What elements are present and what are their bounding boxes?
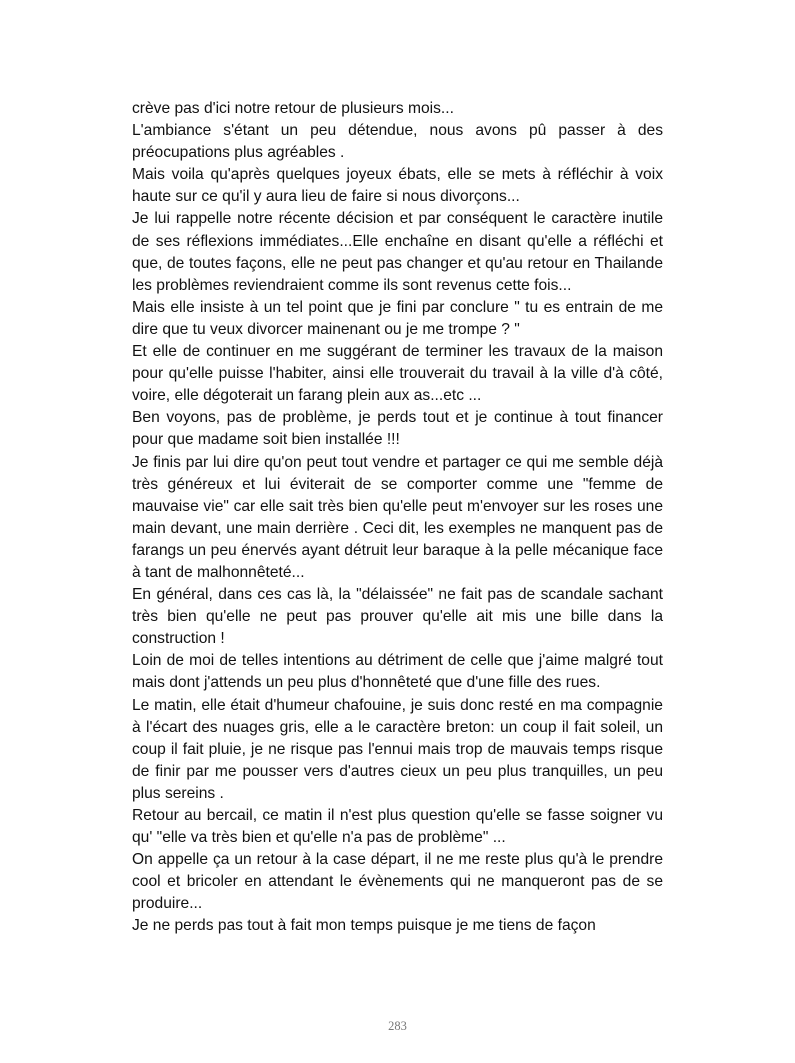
paragraph-13: On appelle ça un retour à la case départ, il ne me reste plus qu'à le prendre cool et bricoler en attendant le évènements qui ne manqueront pas de se produire... [132, 851, 663, 913]
paragraph-7: Ben voyons, pas de problème, je perds tout et je continue à tout financer pour que madame soit bien installée !!! [132, 409, 663, 449]
body-text [132, 98, 663, 938]
paragraph-8: Je finis par lui dire qu'on peut tout vendre et partager ce qui me semble déjà très généreux et lui éviterait de se comporter comme une "femme de mauvaise vie" car elle sait très bien qu'elle peut m'envoyer sur les roses une main devant, une main derrière . Ceci dit, les exemples ne manquent pas de farangs un peu énervés ayant détruit leur baraque à la pelle mécanique face à tant de malhonnêteté... [132, 453, 663, 581]
paragraph-9: En général, dans ces cas là, la "délaissée" ne fait pas de scandale sachant très bien qu'elle ne peut pas prouver qu'elle ait mis une bille dans la construction ! [132, 586, 663, 648]
paragraph-5: Mais elle insiste à un tel point que je fini par conclure " tu es entrain de me dire que tu veux divorcer mainenant ou je me trompe ? " [132, 298, 663, 338]
paragraph-1: crève pas d'ici notre retour de plusieurs mois... [132, 100, 454, 117]
paragraph-10: Loin de moi de telles intentions au détriment de celle que j'aime malgré tout mais dont j'attends un peu plus d'honnêteté que d'une fille des rues. [132, 652, 663, 692]
page-number: 283 [388, 1019, 407, 1033]
paragraph-4: Je lui rappelle notre récente décision et par conséquent le caractère inutile de ses réflexions immédiates...Elle enchaîne en disant qu'elle a réfléchi et que, de toutes façons, elle ne peut pas changer et qu'au retour en Thailande les problèmes reviendraient comme ils sont revenus cette fois... [132, 210, 663, 294]
paragraph-14: Je ne perds pas tout à fait mon temps puisque je me tiens de façon [132, 917, 596, 935]
paragraph-3: Mais voila qu'après quelques joyeux ébats, elle se mets à réfléchir à voix haute sur ce qu'il y aura lieu de faire si nous divorçons... [132, 166, 663, 206]
paragraph-11: Le matin, elle était d'humeur chafouine, je suis donc resté en ma compagnie à l'écart des nuages gris, elle a le caractère breton: un coup il fait soleil, un coup il fait pluie, je ne risque pas l'ennui mais trop de mauvais temps risque de finir par me pousser vers d'autres cieux un peu plus tranquilles, un peu plus sereins . [132, 696, 663, 802]
paragraph-6: Et elle de continuer en me suggérant de terminer les travaux de la maison pour qu'elle puisse l'habiter, ainsi elle trouverait du travail à la ville d'à côté, voire, elle dégoterait un farang plein aux as...etc ... [132, 343, 663, 405]
paragraph-2: L'ambiance s'étant un peu détendue, nous avons pû passer à des préocupations plus agréables . [132, 122, 663, 162]
paragraph-12: Retour au bercail, ce matin il n'est plus question qu'elle se fasse soigner vu qu' "elle va très bien et qu'elle n'a pas de problème" ... [132, 807, 663, 847]
